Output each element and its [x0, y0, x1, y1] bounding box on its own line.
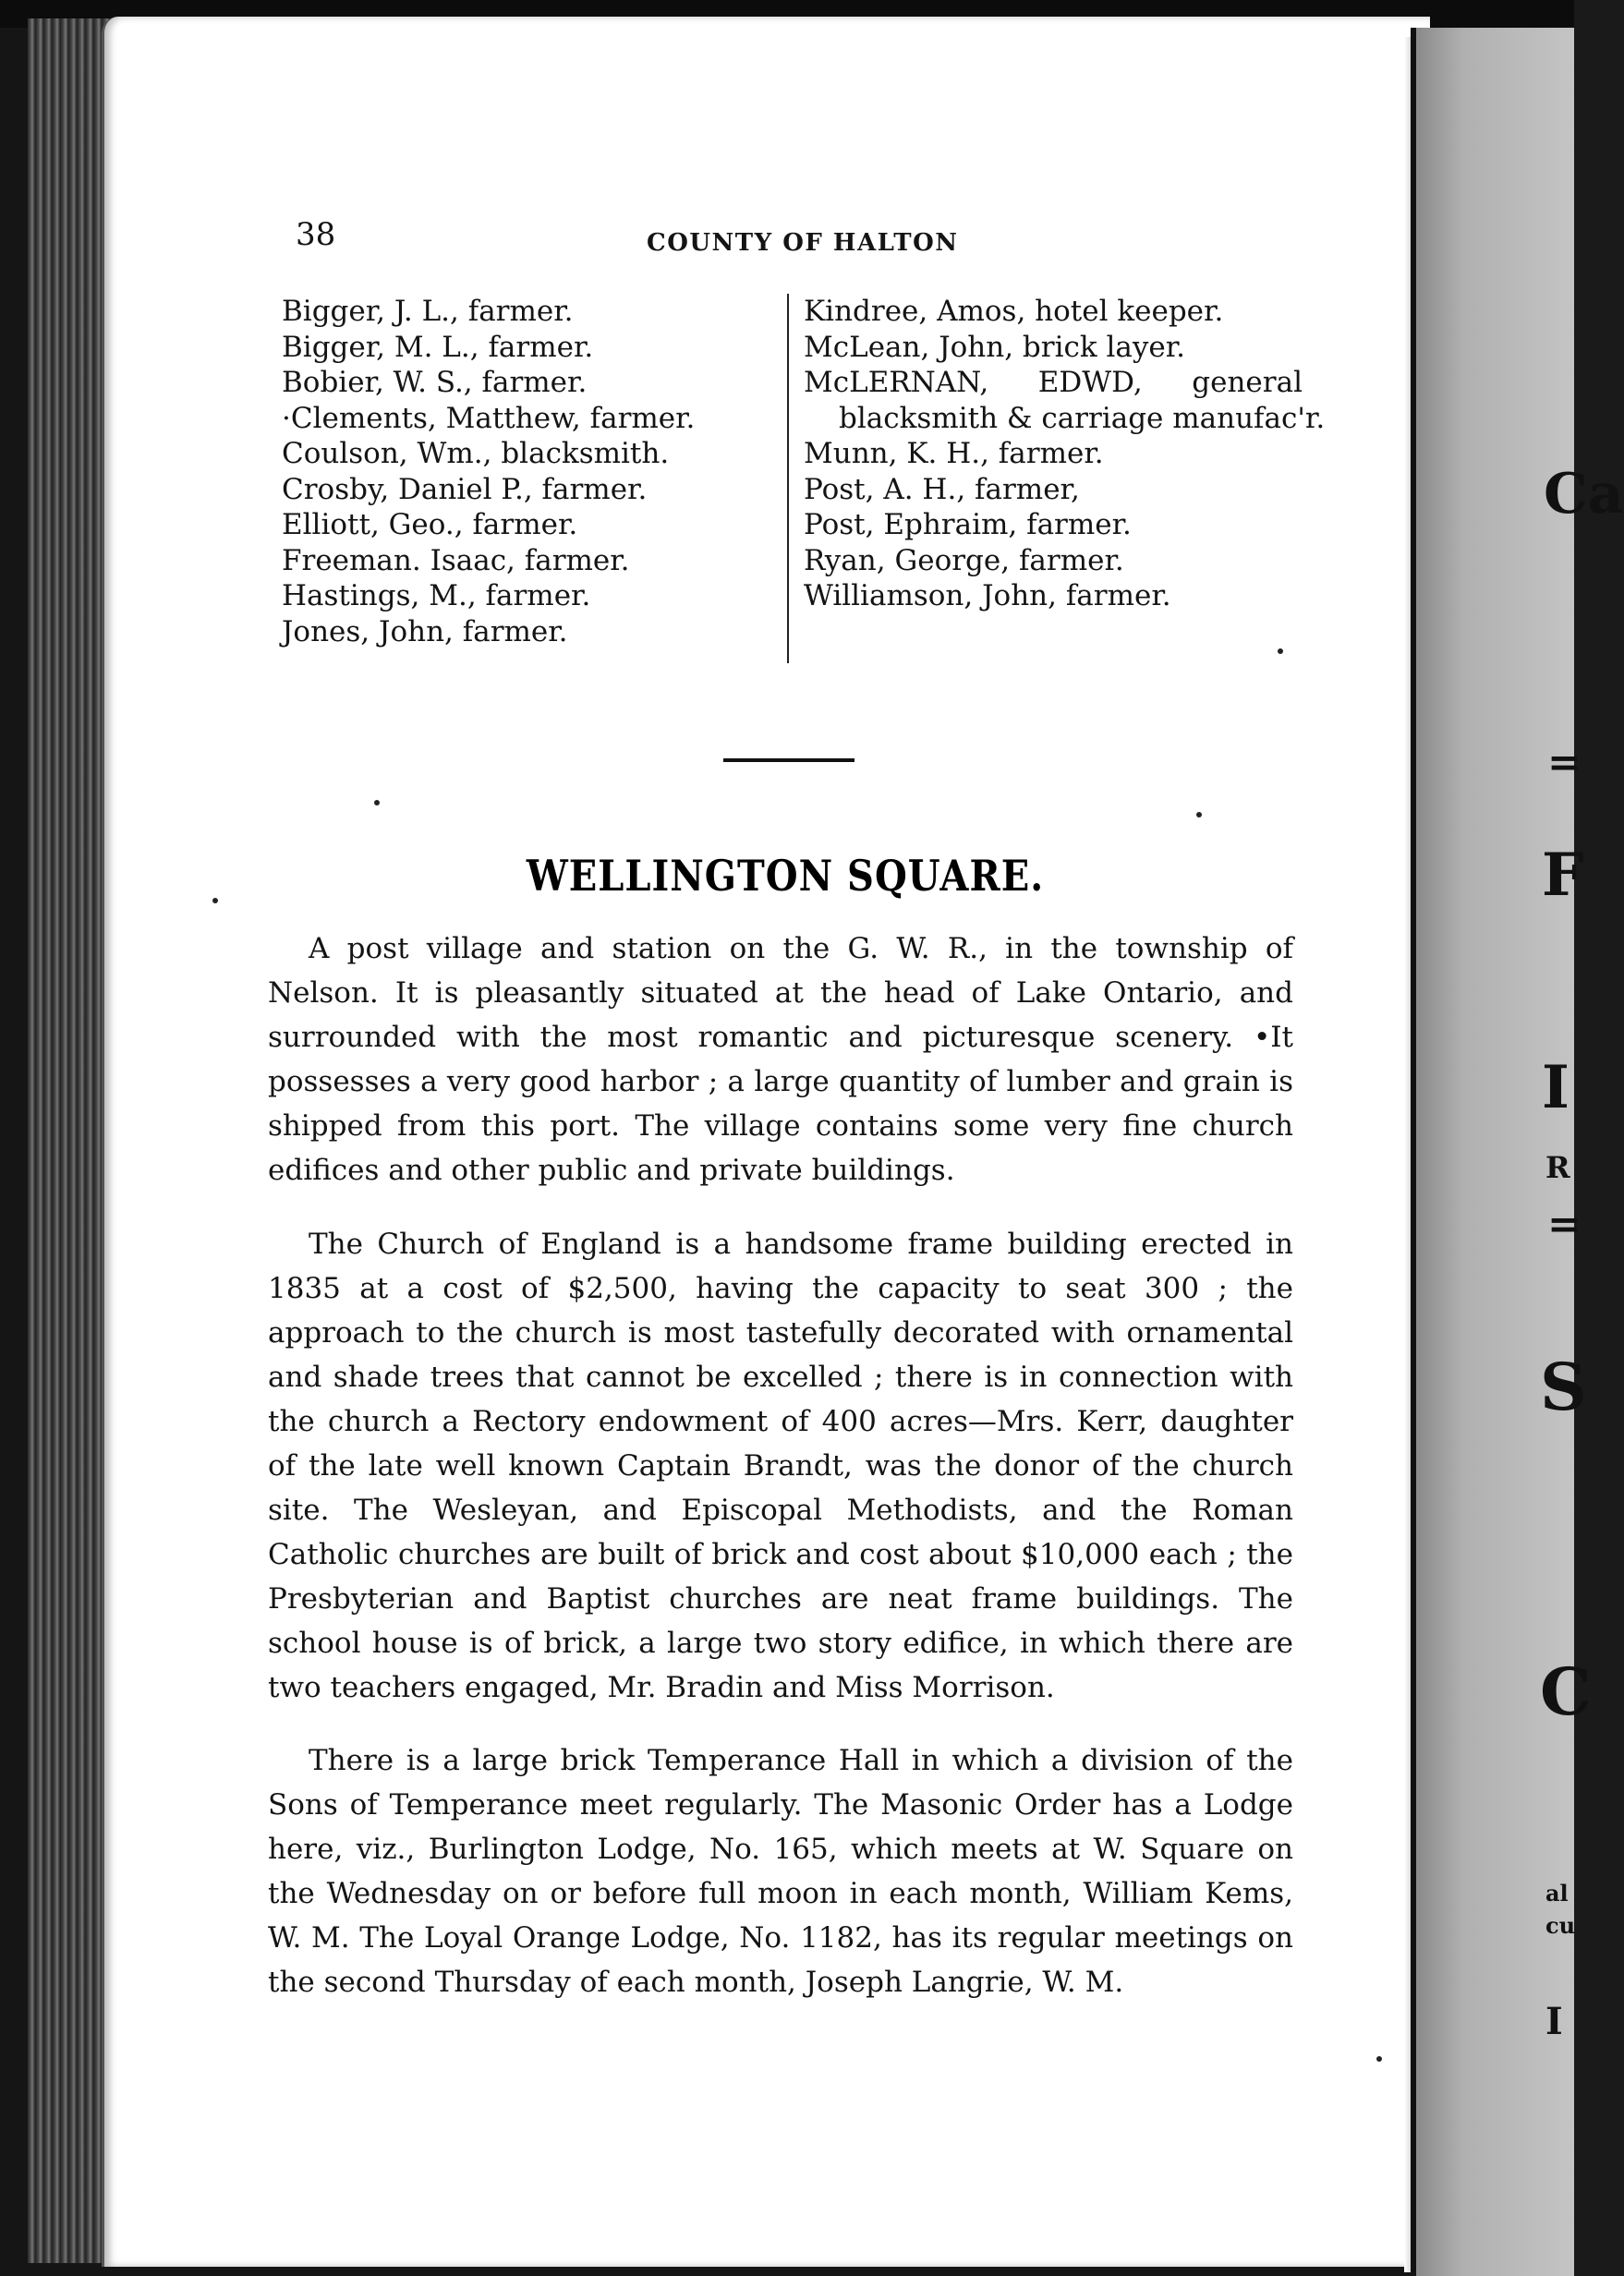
directory-entry: Crosby, Daniel P., farmer.	[282, 472, 648, 506]
adjacent-page-fragment: F	[1542, 841, 1584, 910]
directory-entry: McLERNAN, EDWD, general	[804, 366, 1303, 399]
adjacent-page-fragment: C	[1540, 1653, 1592, 1730]
directory-entry: Williamson, John, farmer.	[804, 579, 1171, 612]
adjacent-page	[1416, 28, 1624, 2276]
directory-entry: Bobier, W. S., farmer.	[282, 366, 588, 399]
directory-entry: Munn, K. H., farmer.	[804, 437, 1104, 470]
directory-entry: Ryan, George, farmer.	[804, 543, 1124, 577]
adjacent-page-fragment: S	[1540, 1349, 1587, 1425]
directory-entry-continuation: blacksmith & carriage manufac'r.	[839, 401, 1326, 435]
directory-entry: Bigger, M. L., farmer.	[282, 330, 594, 364]
print-speck	[374, 800, 380, 805]
directory-entry: Elliott, Geo., farmer.	[282, 508, 578, 541]
directory-left-column	[282, 294, 785, 649]
directory-entry: Hastings, M., farmer.	[282, 579, 591, 612]
adjacent-page-fragment: I	[1542, 1053, 1569, 1122]
directory-entry: Post, Ephraim, farmer.	[804, 508, 1132, 541]
directory-entry: Jones, John, farmer.	[282, 614, 568, 648]
directory-entry: ·Clements, Matthew, farmer.	[282, 401, 696, 435]
directory-entry: Freeman. Isaac, farmer.	[282, 543, 630, 577]
body-paragraph: The Church of England is a handsome frame building erected in 1835 at a cost of $2,500, having the capacity to seat 300 ; the approach to the church is most tastefully decorated with ornamental and shade trees that cannot be excelled ; there is in connection with the church a Rectory endowment of 400 acres—Mrs. Kerr, daughter of the late well known Captain Brandt, was the donor of the church site. The Wesleyan, and Episcopal Methodists, and the Roman Catholic churches are built of brick and cost about $10,000 each ; the Presbyterian and Baptist churches are neat frame buildings. The school house is of brick, a large two story edifice, in which there are two teachers engaged, Mr. Bradin and Miss Morrison.	[268, 1228, 1293, 1704]
adjacent-page-fragment: I	[1545, 2000, 1563, 2043]
adjacent-page-fragment: Ca	[1544, 462, 1624, 527]
running-head: COUNTY OF HALTON	[647, 229, 959, 257]
directory-right-column	[804, 294, 1326, 614]
column-divider	[787, 294, 789, 663]
print-speck	[1376, 2056, 1382, 2062]
adjacent-page-fragment: R	[1545, 1150, 1570, 1185]
print-speck	[212, 898, 218, 903]
print-speck	[1278, 648, 1283, 654]
body-paragraph: A post village and station on the G. W. R., in the township of Nelson. It is pleasantly situated at the head of Lake Ontario, and surrounded with the most romantic and picturesque scenery. •It possesses a very good harbor ; a large quantity of lumber and grain is shipped from this port. The village contains some very fine church edifices and other public and private buildings.	[268, 932, 1293, 1187]
directory-entry: Bigger, J. L., farmer.	[282, 295, 574, 328]
directory-entry: Coulson, Wm., blacksmith.	[282, 437, 670, 470]
directory-entry: McLean, John, brick layer.	[804, 330, 1186, 364]
adjacent-page-fragment: =	[1547, 1201, 1582, 1248]
section-title: WELLINGTON SQUARE.	[526, 851, 1045, 902]
page-number: 38	[296, 216, 336, 253]
adjacent-page-fragment: al	[1545, 1880, 1569, 1907]
body-paragraph: There is a large brick Temperance Hall in which a division of the Sons of Temperance meet regularly. The Masonic Order has a Lodge here, viz., Burlington Lodge, No. 165, which meets at W. Square on the Wednesday on or before full moon in each month, William Kems, W. M. The Loyal Orange Lodge, No. 1182, has its regular meetings on the second Thursday of each month, Joseph Langrie, W. M.	[268, 1744, 1293, 1999]
adjacent-page-fragment: cu	[1545, 1912, 1576, 1939]
adjacent-page-fragment: =	[1547, 739, 1582, 786]
directory-entry: Kindree, Amos, hotel keeper.	[804, 295, 1224, 328]
print-speck	[1196, 812, 1202, 817]
directory-entry: Post, A. H., farmer,	[804, 472, 1080, 506]
section-separator-rule	[723, 758, 854, 762]
